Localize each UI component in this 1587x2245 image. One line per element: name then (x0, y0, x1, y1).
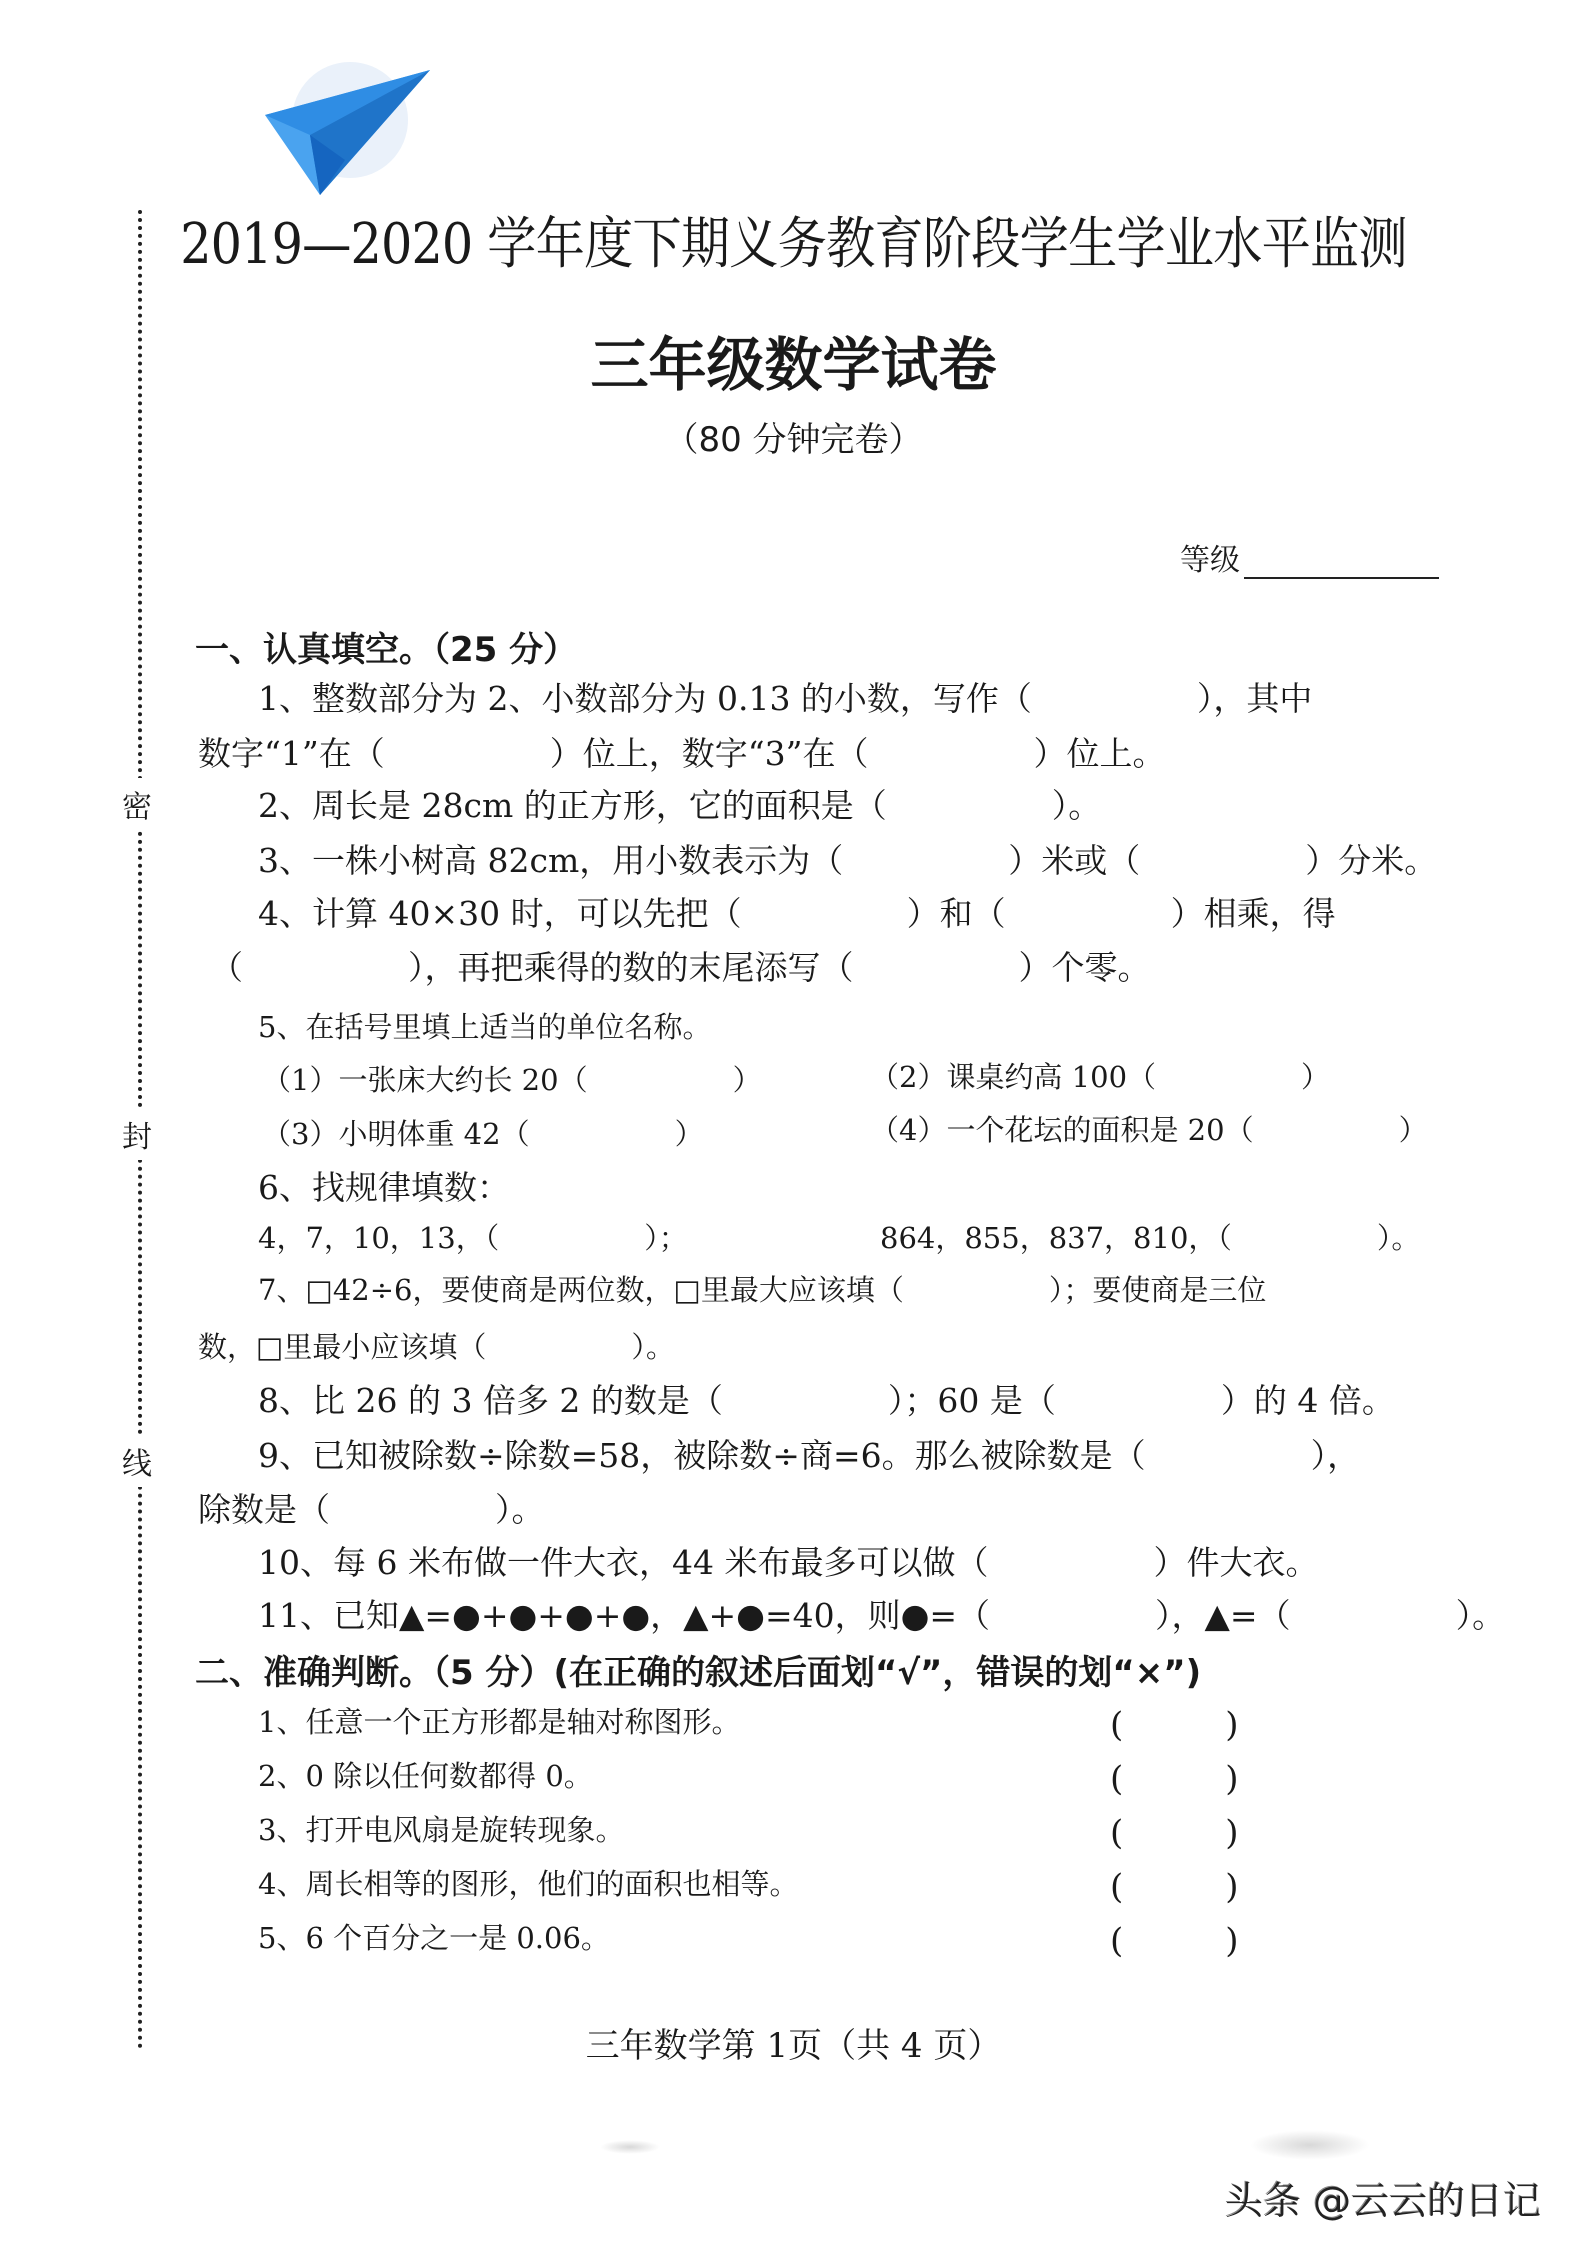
question-4-line-1: 4、计算 40×30 时，可以先把（ ）和（ ）相乘，得 (258, 894, 1336, 933)
time-note: （80 分钟完卷） (664, 420, 923, 460)
judgement-answer-5[interactable]: ( ) (1110, 1921, 1239, 1961)
question-6-sequence-2: 864，855，837，810，（ ）。 (880, 1221, 1421, 1255)
question-9-line-1: 9、已知被除数÷除数=58，被除数÷商=6。那么被除数是（ ）， (258, 1436, 1361, 1475)
judgement-answer-1[interactable]: ( ) (1110, 1705, 1239, 1745)
judgement-answer-4[interactable]: ( ) (1110, 1867, 1239, 1907)
question-11: 11、已知▲=●+●+●+●，▲+●=40，则●=（ ），▲=（ ）。 (258, 1596, 1506, 1635)
grade-label: 等级 (1180, 543, 1240, 578)
grade-blank[interactable] (1244, 551, 1439, 579)
judgement-answer-3[interactable]: ( ) (1110, 1813, 1239, 1853)
question-7-line-2: 数，□里最小应该填（ ）。 (198, 1330, 675, 1364)
judgement-item-5: 5、6 个百分之一是 0.06。 (258, 1921, 610, 1955)
judgement-item-2: 2、0 除以任何数都得 0。 (258, 1759, 593, 1793)
question-6-intro: 6、找规律填数： (258, 1168, 510, 1207)
question-10: 10、每 6 米布做一件大衣，44 米布最多可以做（ ）件大衣。 (258, 1543, 1319, 1582)
question-6-sequence-1: 4，7，10，13，（ ）； (258, 1221, 688, 1255)
question-5-item-3: （3）小明体重 42（ ） (262, 1117, 704, 1151)
exam-subtitle: 三年级数学试卷 (590, 331, 997, 399)
question-5-item-1: （1）一张床大约长 20（ ） (262, 1063, 762, 1097)
judgement-item-4: 4、周长相等的图形，他们的面积也相等。 (258, 1867, 799, 1901)
question-2: 2、周长是 28cm 的正方形，它的面积是（ ）。 (258, 786, 1102, 825)
scan-smudge (600, 2140, 660, 2154)
question-7-line-1: 7、□42÷6，要使商是两位数，□里最大应该填（ ）；要使商是三位 (258, 1273, 1267, 1307)
question-9-line-2: 除数是（ ）。 (198, 1490, 545, 1529)
page-number-footer: 三年数学第 1页（共 4 页） (585, 2026, 1002, 2066)
judgement-answer-2[interactable]: ( ) (1110, 1759, 1239, 1799)
question-5-intro: 5、在括号里填上适当的单位名称。 (258, 1010, 712, 1044)
paper-plane-logo-icon (255, 60, 435, 200)
question-3: 3、一株小树高 82cm，用小数表示为（ ）米或（ ）分米。 (258, 841, 1438, 880)
question-1-line-2: 数字“1”在（ ）位上，数字“3”在（ ）位上。 (198, 734, 1166, 773)
exam-main-title: 2019—2020 学年度下期义务教育阶段学生学业水平监测 (180, 212, 1407, 277)
question-5-item-4: （4）一个花坛的面积是 20（ ） (870, 1113, 1428, 1147)
binding-char-feng: 封 (122, 1108, 152, 1160)
binding-char-xian: 线 (122, 1435, 152, 1487)
question-8: 8、比 26 的 3 倍多 2 的数是（ ）；60 是（ ）的 4 倍。 (258, 1381, 1395, 1420)
judgement-item-3: 3、打开电风扇是旋转现象。 (258, 1813, 625, 1847)
section-1-heading: 一、认真填空。（25 分） (195, 630, 578, 670)
question-4-line-2: （ ），再把乘得的数的末尾添写（ ）个零。 (210, 948, 1151, 987)
question-5-item-2: （2）课桌约高 100（ ） (870, 1060, 1331, 1094)
section-2-heading: 二、准确判断。（5 分）(在正确的叙述后面划“√”，错误的划“×”) (195, 1653, 1202, 1693)
judgement-item-1: 1、任意一个正方形都是轴对称图形。 (258, 1705, 741, 1739)
grade-field (1180, 535, 1439, 579)
watermark-text: 头条 @云云的日记 (1225, 2179, 1542, 2223)
question-1-line-1: 1、整数部分为 2、小数部分为 0.13 的小数，写作（ ），其中 (258, 679, 1313, 718)
scan-smudge (1250, 2130, 1370, 2160)
binding-char-mi: 密 (122, 778, 152, 830)
